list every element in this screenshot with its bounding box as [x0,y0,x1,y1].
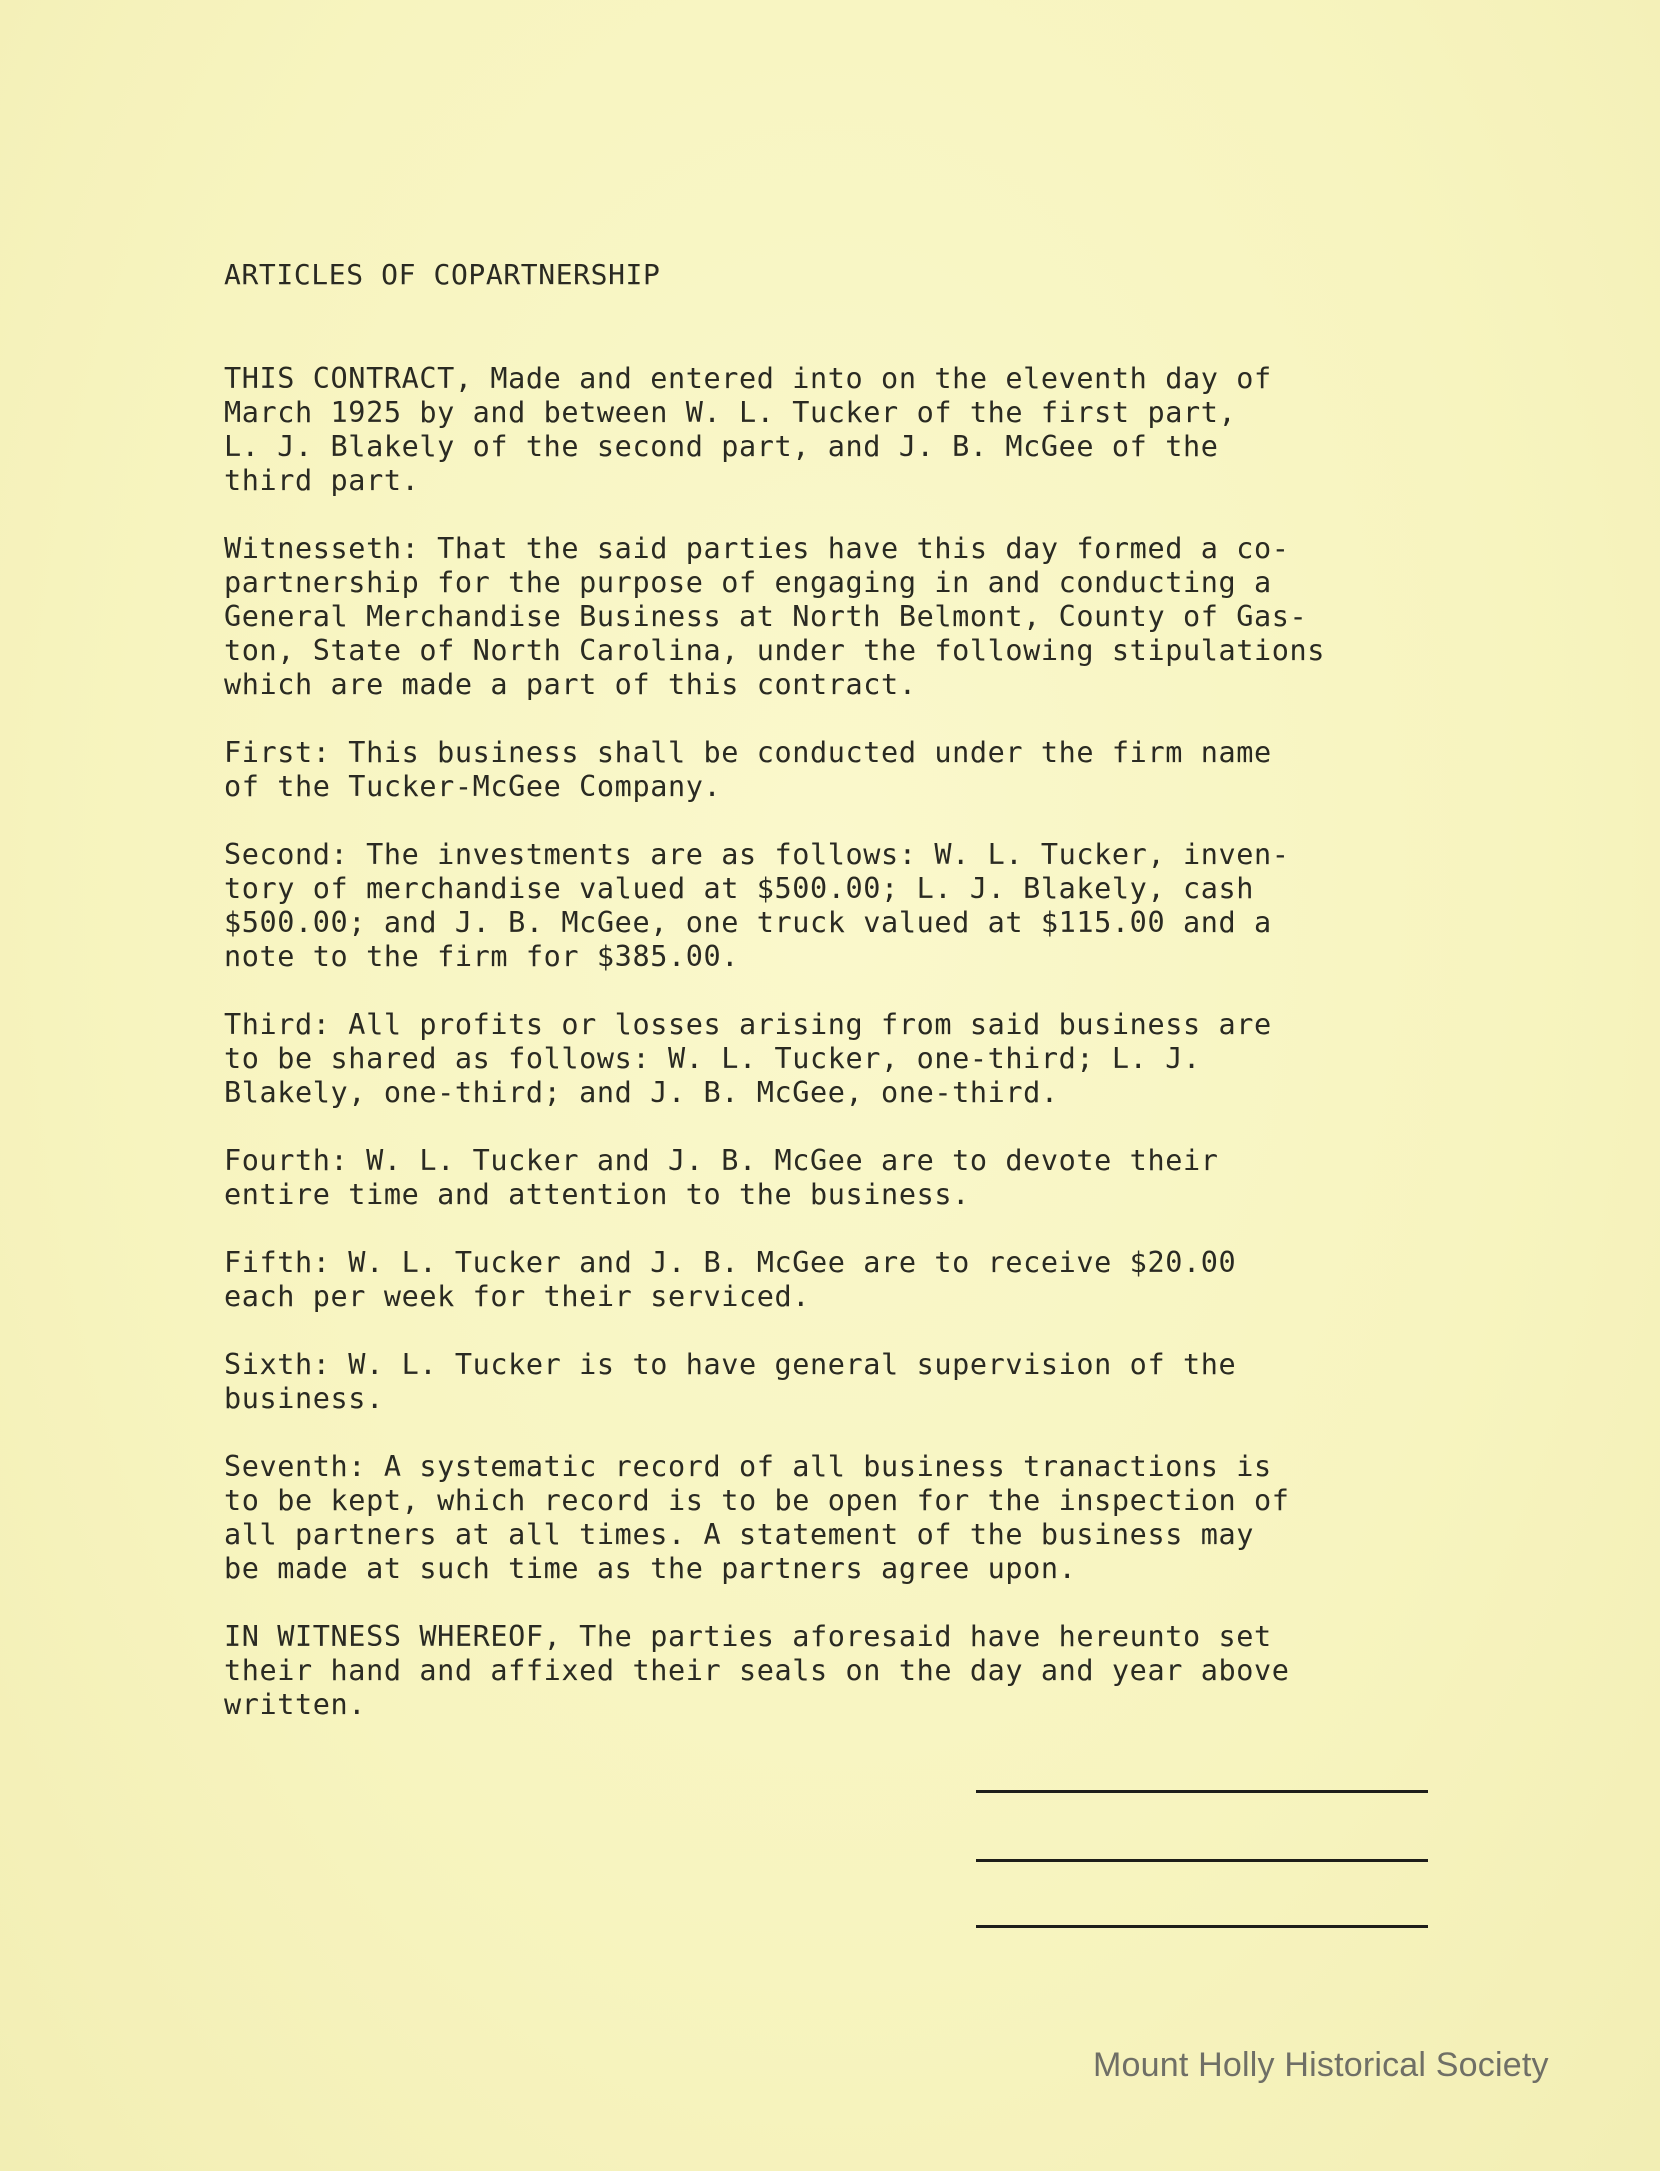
text-line: to be kept, which record is to be open for the inspection of [224,1484,1290,1517]
paragraph-fourth [224,1144,1218,1212]
paragraph-seventh [224,1450,1290,1586]
text-line: $500.00; and J. B. McGee, one truck valued at $115.00 and a [224,906,1272,939]
text-line: all partners at all times. A statement of the business may [224,1518,1254,1551]
text-line: note to the firm for $385.00. [224,940,739,973]
text-line: which are made a part of this contract. [224,668,917,701]
signature-line [976,1925,1428,1928]
signature-line [976,1859,1428,1862]
text-line: tory of merchandise valued at $500.00; L. J. Blakely, cash [224,872,1254,905]
text-line: of the Tucker-McGee Company. [224,770,722,803]
text-line: Third: All profits or losses arising from said business are [224,1008,1272,1041]
paragraph-witnesseth [224,532,1325,702]
text-line: First: This business shall be conducted under the firm name [224,736,1272,769]
text-line: Witnesseth: That the said parties have this day formed a co- [224,532,1290,565]
text-line: to be shared as follows: W. L. Tucker, one-third; L. J. [224,1042,1201,1075]
text-line: Fourth: W. L. Tucker and J. B. McGee are to devote their [224,1144,1219,1177]
text-line: THIS CONTRACT, Made and entered into on the eleventh day of [224,362,1272,395]
text-line: their hand and affixed their seals on the day and year above [224,1654,1290,1687]
paragraph-second [224,838,1290,974]
paragraph-preamble [224,362,1272,498]
signature-line [976,1790,1428,1793]
text-line: ton, State of North Carolina, under the following stipulations [224,634,1326,667]
text-line: Seventh: A systematic record of all business tranactions is [224,1450,1272,1483]
text-line: Sixth: W. L. Tucker is to have general supervision of the [224,1348,1237,1381]
text-line: partnership for the purpose of engaging in and conducting a [224,566,1272,599]
text-line: L. J. Blakely of the second part, and J. B. McGee of the [224,430,1219,463]
text-line: General Merchandise Business at North Belmont, County of Gas- [224,600,1308,633]
text-line: each per week for their serviced. [224,1280,811,1313]
watermark-text: Mount Holly Historical Society [1093,2046,1549,2084]
text-line: business. [224,1382,384,1415]
document-title: ARTICLES OF COPARTNERSHIP [224,258,661,291]
text-line: Blakely, one-third; and J. B. McGee, one-third. [224,1076,1059,1109]
text-line: Second: The investments are as follows: W. L. Tucker, inven- [224,838,1290,871]
text-line: entire time and attention to the business. [224,1178,970,1211]
paragraph-witness-whereof [224,1620,1290,1722]
paragraph-sixth [224,1348,1236,1416]
text-line: third part. [224,464,420,497]
text-line: Fifth: W. L. Tucker and J. B. McGee are to receive $20.00 [224,1246,1237,1279]
paragraph-third [224,1008,1272,1110]
text-line: written. [224,1688,367,1721]
paragraph-fifth [224,1246,1236,1314]
text-line: be made at such time as the partners agree upon. [224,1552,1077,1585]
text-line: March 1925 by and between W. L. Tucker of the first part, [224,396,1237,429]
paragraph-first [224,736,1272,804]
text-line: IN WITNESS WHEREOF, The parties aforesaid have hereunto set [224,1620,1272,1653]
